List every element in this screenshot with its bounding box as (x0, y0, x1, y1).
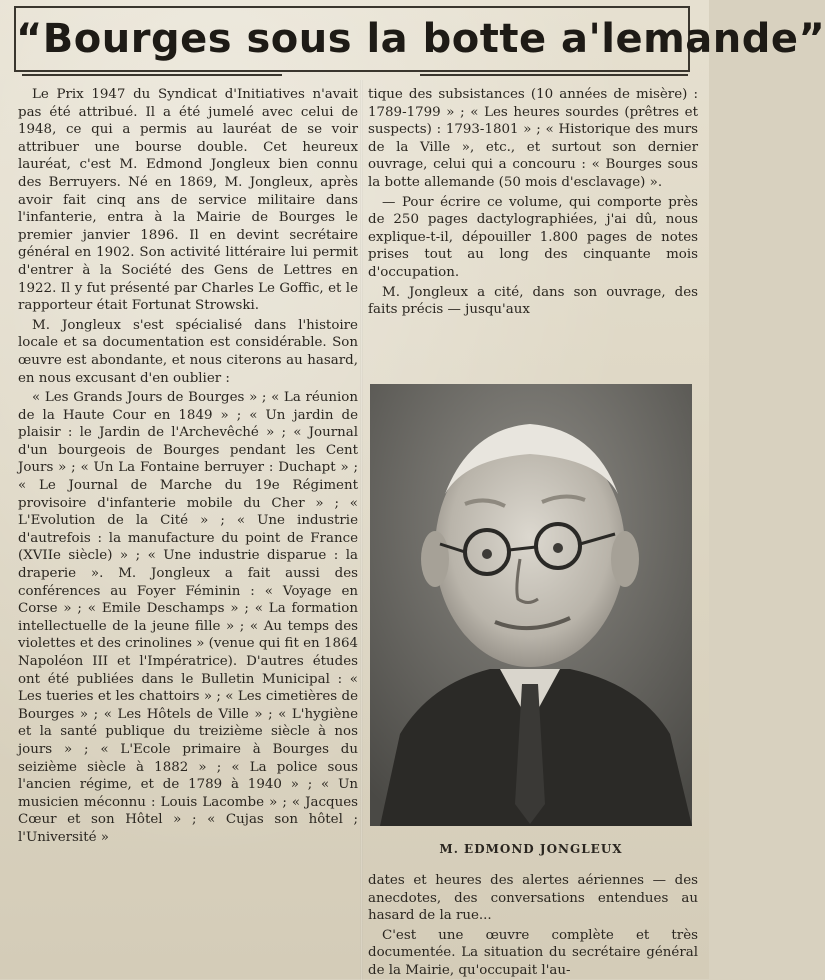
paragraph-works-list: « Les Grands Jours de Bourges » ; « La réunion de la Haute Cour en 1849 » ; « Un jardin de plaisir : le Jardin de l'Archevêché » ; « Journal d'un bourgeois de Bourges pendant les Cent Jours » ; « Un La Fontaine berruyer : Duchapt » ; « Le Journal de Marche du 19e Régiment provisoire d'infanterie mobile du Cher » ; « L'Evolution de la Cité » ; « Une industrie d'autrefois : la manufacture du point de France (XVIIe siècle) » ; « Une industrie disparue : la draperie ». M. Jongleux a fait aussi des conférences au Foyer Féminin : « Voyage en Corse » ; « Emile Deschamps » ; « La formation intellectuelle de la jeune fille » ; « Au temps des violettes et des crinolines » (venue qui fit en 1864 Napoléon III et l'Impératrice). D'autres études ont été publiées dans le Bulletin Municipal : « Les tueries et les chattoirs » ; « Les cimetières de Bourges » ; « Les Hôtels de Ville » ; « L'hygiène et la santé publique du treizième siècle à nos jours » ; « L'Ecole primaire à Bourges du seizième siècle à 1882 » ; « La police sous l'ancien régime, et de 1789 à 1940 » ; « Un musicien méconnu : Louis Lacombe » ; « Jacques Cœur et son Hôtel » ; « Cujas son hôtel ; l'Université » (18, 390, 359, 845)
paragraph-works-end: tique des subsistances (10 années de misère) : 1789-1799 » ; « Les heures sourdes (prêtres et suspects) : 1793-1801 » ; « Historique des murs de la Ville », etc., et surtout son dernier ouvrage, celui qui a concouru : « Bourges sous la botte allemande (50 mois d'esclavage) ». (368, 87, 698, 190)
paragraph-anecdotes: dates et heures des alertes aériennes — des anecdotes, des conversations entendues au hasard de la rue... (368, 873, 698, 924)
photo-caption: M. EDMOND JONGLEUX (439, 842, 623, 856)
headline-rule-right (420, 74, 688, 76)
right-column-bottom (368, 872, 698, 979)
paragraph-facts: M. Jongleux a cité, dans son ouvrage, des faits précis — jusqu'aux (368, 284, 698, 318)
headline-rule-left (22, 74, 282, 76)
paragraph-specialization: M. Jongleux s'est spécialisé dans l'histoire locale et sa documentation est considérable. Son œuvre est abondante, et nous citerons au hasard, en nous excusant d'en oublier : (18, 317, 358, 386)
headline: “Bourges sous la botte a'lemande” (16, 16, 825, 62)
portrait-image (370, 384, 692, 826)
headline-frame (14, 6, 825, 72)
paragraph-quote: — Pour écrire ce volume, qui comporte près de 250 pages dactylographiées, j'ai dû, nous explique-t-il, dépouiller 1.800 pages de notes prises tout au long des cinquante mois d'occupation. (368, 194, 698, 280)
paragraph-complete-work: C'est une œuvre complète et très documentée. La situation du secrétaire général de la Mairie, qu'occupait l'au- (368, 927, 698, 978)
portrait-photo (370, 384, 692, 826)
column-divider (360, 80, 363, 980)
right-column-top (368, 86, 698, 371)
paragraph-intro: Le Prix 1947 du Syndicat d'Initiatives n'avait pas été attribué. Il a été jumelé avec celui de 1948, ce qui a permis au lauréat de se voir attribuer une bourse double. Cet heureux lauréat, c'est M. Edmond Jongleux bien connu des Berruyers. Né en 1869, M. Jongleux, après avoir fait cinq ans de service militaire dans l'infanterie, entra à la Mairie de Bourges le premier janvier 1896. Il en devint secrétaire général en 1902. Son activité littéraire lui permit d'entrer à la Société des Gens de Lettres en 1922. Il y fut présenté par Charles Le Goffic, et le rapporteur était Fortunat Strowski. (18, 87, 358, 314)
left-column (18, 86, 358, 976)
